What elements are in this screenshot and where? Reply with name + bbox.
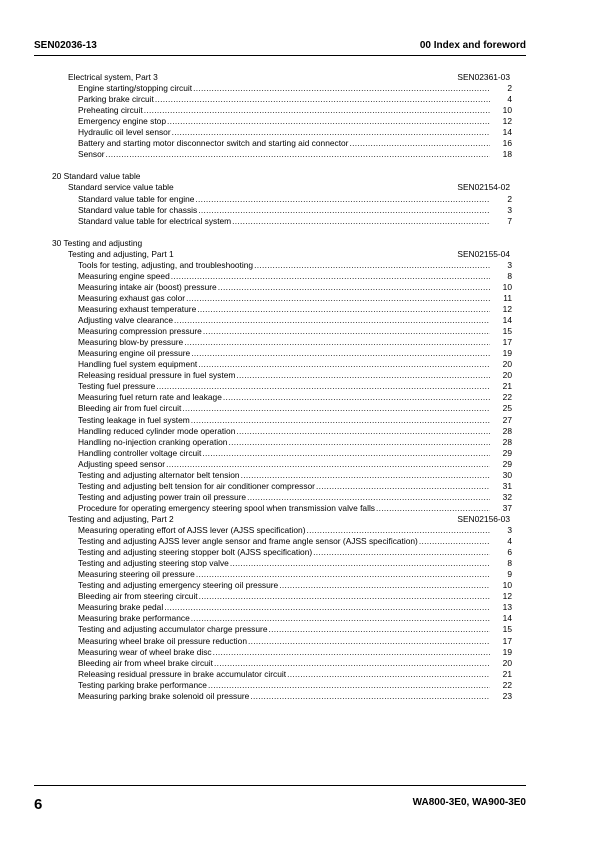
header-rule [34,55,526,56]
toc-item [78,426,512,436]
toc-item-title: Battery and starting motor disconnector switch and starting aid connector [78,138,349,149]
toc-item [78,613,512,623]
toc-item-title: Measuring blow-by pressure [78,337,184,348]
toc-item-title: Engine starting/stopping circuit [78,83,193,94]
dot-leader [196,569,490,579]
toc-item-page: 3 [507,525,512,535]
toc-item-title: Measuring operating effort of AJSS lever (AJSS specification) [78,525,306,535]
toc-item [78,326,512,336]
toc-item-page: 2 [507,83,512,94]
toc-group-entry [68,514,510,524]
toc-group-code: SEN02361-03 [457,72,510,82]
toc-item [78,470,512,480]
dot-leader [164,602,490,612]
toc-item [78,580,512,590]
toc-item [78,149,512,159]
toc-item [78,492,512,502]
toc-item-title: Measuring fuel return rate and leakage [78,392,222,403]
toc-group-title: Electrical system, Part 3 [68,72,158,82]
toc-item-page: 7 [507,215,512,226]
dot-leader [172,127,490,137]
toc-item [78,282,512,292]
dot-leader [214,658,490,668]
toc-item-page: 6 [507,547,512,558]
dot-leader [198,205,490,215]
toc-item-title: Measuring parking brake solenoid oil pressure [78,690,250,701]
dot-leader [247,492,490,502]
toc-item-title: Standard value table for chassis [78,204,198,215]
toc-item-page: 29 [502,458,512,469]
dot-leader [191,415,490,425]
toc-item-title: Emergency engine stop [78,116,166,127]
toc-item [78,83,512,93]
toc-item-page: 10 [502,105,512,116]
section-title: 00 Index and foreword [419,40,526,51]
toc-item-page: 15 [502,624,512,635]
toc-item-page: 28 [502,425,512,436]
toc-item-page: 20 [502,359,512,370]
toc-item [78,602,512,612]
dot-leader [230,558,490,568]
toc-item [78,127,512,137]
toc-item-title: Measuring compression pressure [78,326,202,337]
dot-leader [208,680,490,690]
toc-item-title: Measuring wheel brake oil pressure reduction [78,635,247,646]
toc-item-page: 19 [502,348,512,359]
toc-item-page: 30 [502,469,512,480]
dot-leader [197,304,490,314]
toc-item-page: 32 [502,491,512,502]
dot-leader [193,83,490,93]
toc-group-title: Standard service value table [68,182,174,193]
toc-item-title: Bleeding air from steering circuit [78,591,198,602]
toc-item [78,403,512,413]
dot-leader [306,525,490,535]
toc-item-page: 25 [502,403,512,414]
toc-item [78,205,512,215]
toc-item-page: 11 [503,292,512,303]
toc-item [78,448,512,458]
toc-item-page: 4 [507,536,512,546]
dot-leader [198,359,490,369]
toc-item [78,94,512,104]
toc-item-page: 12 [502,591,512,602]
toc-item [78,525,512,535]
toc-item-title: Releasing residual pressure in fuel system [78,370,236,381]
toc-item-page: 27 [502,414,512,425]
toc-item [78,680,512,690]
toc-item-title: Testing and adjusting emergency steering oil pressure [78,580,279,591]
dot-leader [313,547,490,557]
toc-item-page: 37 [502,502,512,513]
toc-item-page: 14 [502,315,512,325]
dot-leader [191,613,490,623]
toc-item [78,370,512,380]
dot-leader [199,591,490,601]
document-code: SEN02036-13 [34,40,97,51]
dot-leader [218,282,490,292]
toc-item-page: 20 [502,657,512,668]
toc-item-title: Measuring engine speed [78,270,170,281]
toc-item [78,359,512,369]
toc-item-page: 19 [502,646,512,657]
toc-item [78,503,512,513]
toc-item [78,647,512,657]
toc-item-title: Testing fuel pressure [78,381,156,392]
toc-group-title: Testing and adjusting, Part 2 [68,513,174,524]
dot-leader [236,370,490,380]
toc-item-page: 20 [502,370,512,381]
dot-leader [144,105,490,115]
toc-group-code: SEN02154-02 [457,182,510,193]
toc-item-title: Measuring exhaust temperature [78,304,197,314]
toc-item-title: Testing and adjusting accumulator charge pressure [78,624,268,635]
dot-leader [279,580,490,590]
toc-item [78,293,512,303]
toc-item-title: Bleeding air from wheel brake circuit [78,657,213,668]
toc-item-title: Adjusting speed sensor [78,458,166,469]
toc-item [78,271,512,281]
toc-item-page: 3 [507,259,512,270]
toc-item-page: 10 [502,580,512,591]
dot-leader [236,426,490,436]
toc-item [78,437,512,447]
dot-leader [376,503,490,513]
toc-item [78,624,512,634]
toc-item-title: Measuring intake air (boost) pressure [78,281,217,292]
toc-item [78,304,512,314]
toc-item-title: Measuring steering oil pressure [78,569,195,580]
toc-item-page: 22 [502,392,512,403]
toc-item-page: 18 [502,149,512,160]
footer-rule [34,785,526,786]
toc-item [78,547,512,557]
page-number: 6 [34,796,43,813]
toc-item-title: Preheating circuit [78,105,143,116]
toc-item-title: Testing and adjusting steering stop valve [78,558,229,569]
dot-leader [203,326,490,336]
toc-item-page: 13 [502,602,512,613]
toc-item-page: 23 [502,690,512,701]
dot-leader [171,271,490,281]
toc-item-title: Testing leakage in fuel system [78,414,190,425]
toc-item-page: 28 [502,436,512,447]
dot-leader [316,481,490,491]
toc-item-title: Measuring engine oil pressure [78,348,191,359]
toc-item [78,337,512,347]
toc-item-title: Measuring exhaust gas color [78,292,186,303]
dot-leader [182,403,490,413]
dot-leader [184,337,490,347]
toc-item-page: 29 [502,447,512,458]
toc-item [78,392,512,402]
toc-item-page: 9 [507,569,512,580]
toc-item [78,260,512,270]
toc-group-entry [68,182,510,192]
toc-item [78,216,512,226]
toc-item-page: 22 [502,679,512,690]
toc-item [78,569,512,579]
toc-item-title: Testing and adjusting power train oil pressure [78,491,247,502]
toc-item [78,459,512,469]
dot-leader [228,437,490,447]
toc-group-code: SEN02155-04 [457,248,510,259]
toc-item-page: 2 [507,193,512,204]
toc-item-title: Sensor [78,149,105,160]
toc-item [78,194,512,204]
toc-item [78,415,512,425]
toc-item-page: 12 [502,116,512,127]
dot-leader [232,216,490,226]
toc-item-title: Testing and adjusting alternator belt tension [78,469,240,480]
toc-item-title: Parking brake circuit [78,94,154,105]
toc-item [78,315,512,325]
toc-item-title: Testing and adjusting AJSS lever angle sensor and frame angle sensor (AJSS specification) [78,536,418,546]
toc-item [78,636,512,646]
dot-leader [250,691,490,701]
toc-item-title: Standard value table for electrical system [78,215,232,226]
dot-leader [287,669,490,679]
toc-item-page: 12 [502,304,512,314]
toc-item [78,658,512,668]
toc-item-title: Procedure for operating emergency steering spool when transmission valve falls [78,502,375,513]
toc-item-title: Handling controller voltage circuit [78,447,202,458]
toc-item [78,536,512,546]
toc-item-title: Measuring brake pedal [78,602,164,613]
dot-leader [195,194,490,204]
toc-item-page: 8 [507,558,512,569]
toc-group-entry [68,249,510,259]
toc-section-heading: 30 Testing and adjusting [52,237,143,248]
toc-item-title: Handling no-injection cranking operation [78,436,228,447]
dot-leader [241,470,490,480]
dot-leader [106,149,490,159]
dot-leader [223,392,490,402]
toc-item-title: Testing and adjusting steering stopper bolt (AJSS specification) [78,547,313,558]
toc-group-code: SEN02156-03 [457,513,510,524]
toc-item-page: 16 [502,138,512,149]
toc-group-title: Testing and adjusting, Part 1 [68,248,174,259]
toc-item-page: 8 [507,270,512,281]
dot-leader [349,138,490,148]
toc-item [78,669,512,679]
toc-item [78,138,512,148]
toc-item-page: 14 [502,613,512,624]
toc-item [78,481,512,491]
toc-item-title: Adjusting valve clearance [78,315,173,325]
toc-item-page: 17 [502,635,512,646]
toc-item [78,691,512,701]
toc-item [78,348,512,358]
toc-item-title: Testing and adjusting belt tension for air conditioner compressor [78,480,315,491]
toc-item-title: Testing parking brake performance [78,679,207,690]
toc-item-title: Measuring wear of wheel brake disc [78,646,212,657]
toc-item-page: 3 [507,204,512,215]
toc-item [78,105,512,115]
dot-leader [268,624,490,634]
dot-leader [186,293,490,303]
dot-leader [213,647,490,657]
dot-leader [156,381,490,391]
dot-leader [254,260,490,270]
toc-item-page: 14 [502,127,512,138]
dot-leader [155,94,490,104]
toc-item-page: 21 [502,668,512,679]
dot-leader [248,636,490,646]
toc-item-title: Hydraulic oil level sensor [78,127,171,138]
toc-item-page: 17 [502,337,512,348]
dot-leader [419,536,490,546]
dot-leader [174,315,490,325]
toc-item [78,558,512,568]
toc-item-page: 31 [502,480,512,491]
toc-item-title: Releasing residual pressure in brake accumulator circuit [78,668,287,679]
toc-section-heading: 20 Standard value table [52,171,141,182]
dot-leader [167,116,490,126]
toc-item-page: 15 [502,326,512,337]
toc-item-title: Bleeding air from fuel circuit [78,403,182,414]
toc-item-page: 21 [502,381,512,392]
toc-item [78,116,512,126]
dot-leader [191,348,490,358]
toc-group-entry [68,72,510,82]
toc-item-title: Measuring brake performance [78,613,190,624]
toc-item-page: 4 [507,94,512,105]
dot-leader [202,448,490,458]
toc-item-title: Handling fuel system equipment [78,359,198,370]
toc-item-title: Standard value table for engine [78,193,195,204]
dot-leader [166,459,490,469]
toc-item-title: Handling reduced cylinder mode operation [78,425,236,436]
toc-item-title: Tools for testing, adjusting, and troubleshooting [78,259,254,270]
toc-item [78,381,512,391]
toc-item-page: 10 [502,281,512,292]
model-numbers: WA800-3E0, WA900-3E0 [412,797,526,808]
toc-item [78,591,512,601]
